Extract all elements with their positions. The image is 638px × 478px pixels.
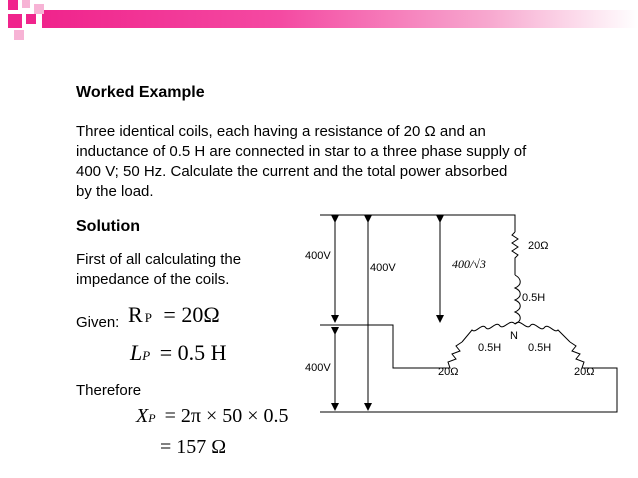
line-voltage-label-lower: 400V — [305, 362, 331, 374]
line-voltage-label-upper: 400V — [305, 250, 331, 262]
left-resistor-label: 20Ω — [438, 366, 459, 378]
lp-symbol: L — [130, 340, 143, 365]
given-label: Given: — [76, 314, 120, 331]
page-title: Worked Example — [76, 84, 205, 101]
xp-symbol: X — [136, 405, 149, 427]
neutral-label: N — [510, 330, 518, 342]
top-resistor — [512, 232, 518, 275]
supply-line-top — [320, 215, 515, 232]
rp-subscript: P — [144, 310, 152, 325]
lp-value: = 0.5 H — [159, 340, 227, 365]
right-resistor-label: 20Ω — [574, 366, 595, 378]
solution-intro-line: First of all calculating the — [76, 251, 242, 268]
right-resistor — [570, 342, 600, 368]
supply-line-middle — [320, 325, 440, 368]
supply-line-bottom — [320, 368, 617, 412]
xp-result: = 157 Ω — [160, 436, 227, 458]
therefore-label: Therefore — [76, 382, 142, 399]
top-inductor-label: 0.5H — [522, 292, 546, 304]
problem-line: Three identical coils, each having a resistance of 20 Ω and an — [76, 123, 486, 140]
top-resistor-label: 20Ω — [528, 240, 549, 252]
problem-line: by the load. — [76, 183, 154, 200]
rp-value: = 20Ω — [163, 302, 220, 327]
left-resistor — [440, 342, 462, 368]
solution-intro-line: impedance of the coils. — [76, 271, 230, 288]
problem-line: 400 V; 50 Hz. Calculate the current and the total power absorbed — [76, 163, 508, 180]
xp-subscript: P — [148, 411, 156, 425]
problem-line: inductance of 0.5 H are connected in star to a three phase supply of — [76, 143, 527, 160]
xp-expression: = 2π × 50 × 0.5 — [164, 405, 289, 427]
right-inductor — [515, 322, 570, 342]
left-inductor-label: 0.5H — [478, 342, 502, 354]
lp-subscript: P — [142, 348, 151, 363]
solution-heading: Solution — [76, 218, 140, 235]
line-voltage-label-span: 400V — [370, 262, 396, 274]
left-inductor — [462, 322, 515, 342]
phase-voltage-label: 400/√3 — [452, 257, 486, 271]
rp-symbol: R — [128, 302, 143, 327]
top-inductor — [515, 275, 520, 324]
right-inductor-label: 0.5H — [528, 342, 552, 354]
